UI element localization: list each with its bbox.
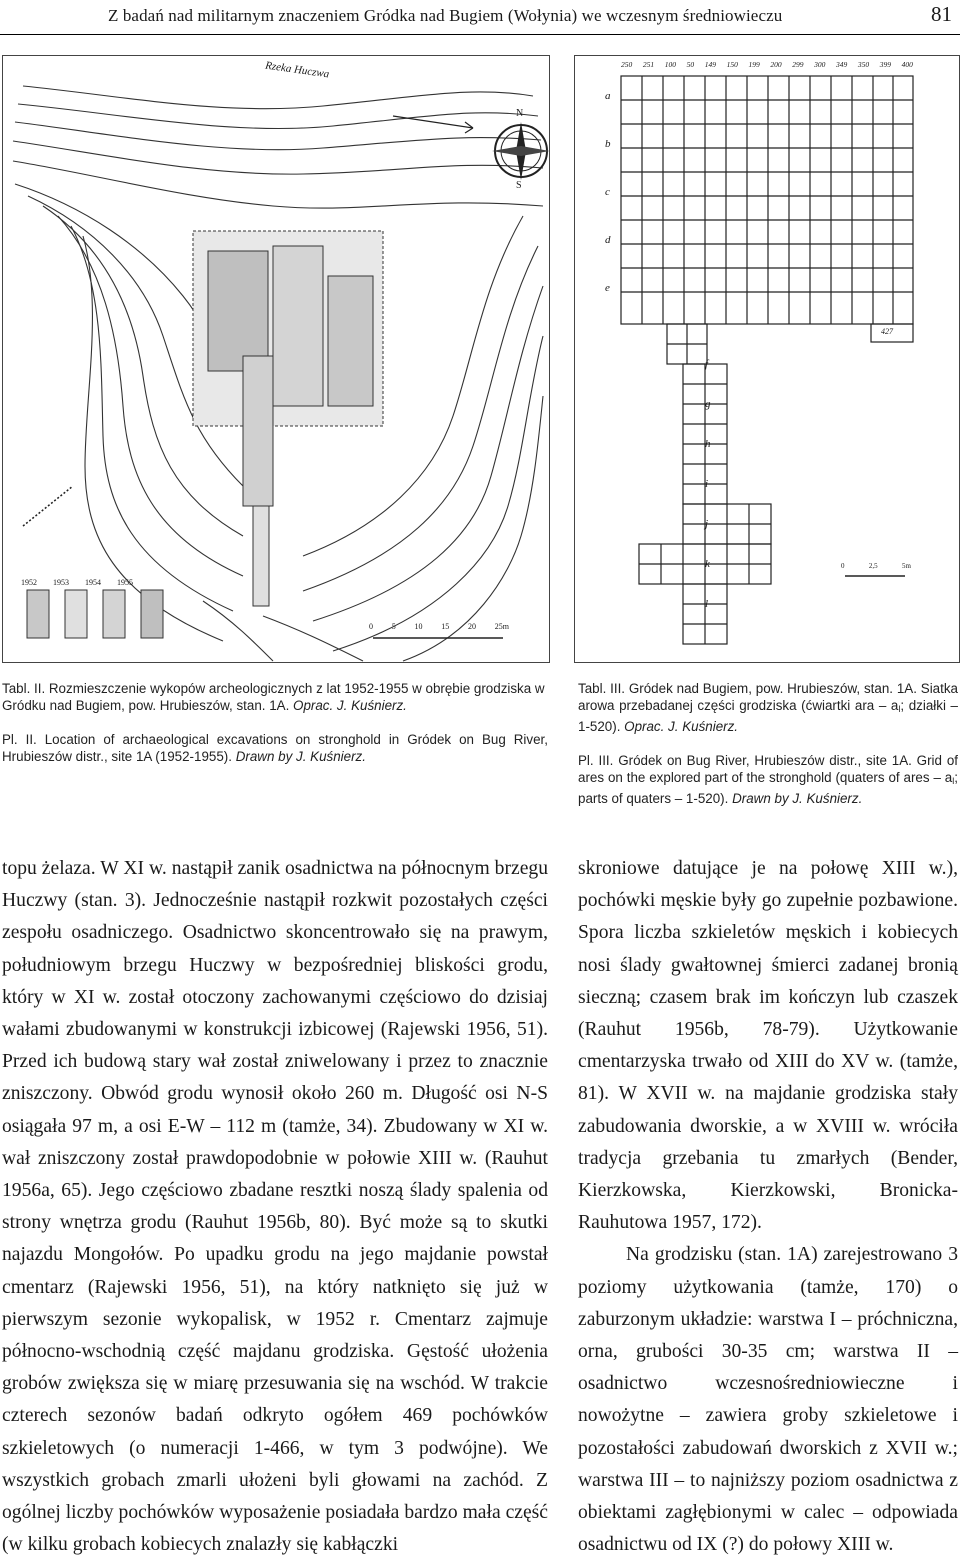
caption-polish-end: ; działki – 1-520). (578, 698, 958, 734)
compass-s-label: S (516, 180, 522, 191)
caption-subscript: l (952, 776, 955, 786)
row-label: d (605, 234, 611, 246)
row-label: e (605, 282, 610, 294)
contour-map-svg (3, 56, 549, 662)
compass-rose (492, 122, 549, 180)
grid-lower-labels (705, 344, 725, 624)
caption-english: Pl. III. Gródek on Bug River, Hrubieszów distr., site 1A. Grid of ares on the explored part of the stronghold (quaters of ares – a (578, 753, 958, 785)
page-header (0, 0, 960, 36)
figure-caption-left (2, 680, 548, 765)
year-label: 1953 (53, 578, 69, 587)
row-label: j (705, 518, 709, 530)
grid-number: 199 (748, 60, 760, 69)
row-label: k (705, 558, 710, 570)
row-label: i (705, 478, 709, 490)
grid-number: 299 (792, 60, 804, 69)
caption-credit: Drawn by J. Kuśnierz. (235, 749, 366, 764)
caption-english-end: ; parts of quaters – 1-520). (578, 770, 958, 806)
grid-plan-svg (575, 56, 959, 662)
row-label: f (705, 358, 709, 370)
figure-excavation-map (2, 55, 550, 663)
caption-subscript: l (898, 704, 901, 714)
scale-tick: 2,5 (868, 562, 878, 570)
scale-tick: 25m (494, 622, 509, 631)
compass-n-label: N (516, 108, 524, 119)
year-label: 1954 (85, 578, 101, 587)
grid-cell-427: 427 (881, 327, 893, 336)
grid-number: 150 (726, 60, 738, 69)
scale-tick: 10 (414, 622, 423, 631)
grid-number: 149 (704, 60, 716, 69)
caption-credit: Oprac. J. Kuśnierz. (624, 719, 739, 734)
figure-grid-plan (574, 55, 960, 663)
scale-bar-labels (369, 622, 509, 631)
grid-number: 50 (686, 60, 695, 69)
grid-number: 400 (901, 60, 913, 69)
grid-number: 250 (621, 60, 633, 69)
caption-credit: Drawn by J. Kuśnierz. (732, 791, 863, 806)
grid-number: 350 (857, 60, 870, 69)
row-label: l (705, 598, 709, 610)
row-label: g (705, 398, 711, 410)
page-number: 81 (931, 2, 952, 26)
scale-tick: 0 (369, 622, 373, 631)
grid-row-labels (605, 84, 617, 300)
scale-tick: 5m (902, 562, 911, 570)
scale-bar-labels (841, 562, 911, 570)
caption-polish: Tabl. III. Gródek nad Bugiem, pow. Hrubieszów, stan. 1A. Siatka arowa przebadanej części grodziska (ćwiartki ara – a (578, 681, 958, 713)
grid-number: 399 (879, 60, 891, 69)
river-label: Rzeka Huczwa (264, 59, 330, 81)
grid-number: 100 (664, 60, 676, 69)
body-paragraph: Na grodzisku (stan. 1A) zarejestrowano 3 poziomy użytkowania (tamże, 170) o zaburzonym układzie: warstwa I – próchniczna, orna, grubości 30-35 cm; warstwa II – osadnictwo wczesnośredniowieczne i nowożytne – zawiera groby szkieletowe i pozostałości zabudowań dworskich z XVII w.; warstwa III – to najniższy poziom osadnictwa z obiektami zagłębionymi w calec – odpowiada osadnictwu od IX (?) do połowy XIII w. (578, 1244, 958, 1556)
body-column-left (2, 853, 548, 1561)
scale-tick: 20 (468, 622, 476, 631)
grid-number: 251 (642, 60, 655, 69)
grid-number: 349 (836, 60, 848, 69)
row-label: c (605, 186, 610, 198)
caption-credit: Oprac. J. Kuśnierz. (293, 698, 407, 713)
body-paragraph: topu żelaza. W XI w. nastąpił zanik osadnictwa na północnym brzegu Huczwy (stan. 3). Jednocześnie nastąpił rozkwit pozostałych części zespołu osadniczego. Osadnictwo skoncentrowało się na prawym, południowym brzegu Huczwy w bezpośredniej bliskości grodu, który w XI w. został otoczony zachowanymi częściowo do dzisiaj wałami zbudowanymi w konstrukcji izbicowej (Rajewski 1956, 51). Przed ich budową stary wał został zniwelowany i przez to znacznie zniszczony. Obwód grodu wynosił około 260 m. Długość osi N-S osiągała 97 m, a osi E-W – 112 m (tamże, 34). Zbudowany w XI w. wał zniszczony został prawdopodobnie w połowie XIII w. (Rauhut 1956a, 65). Jego częściowo zbadane resztki noszą ślady spalenia od strony wnętrza grodu (Rauhut 1956b, 80). Być może są to skutki najazdu Mongołów. Po upadku grodu na jego majdanie powstał cmentarz (Rajewski 1956, 51), na który natknięto się już w pierwszym sezonie wykopalisk, w 1952 r. Cmentarz zajmuje północno-wschodnią część majdanu grodziska. Gęstość ułożenia grobów zwiększa się w miarę przesuwania się na wschód. W trakcie czterech sezonów badań odkryto ogółem 469 pochówków szkieletowych (o numeracji 1-466, w tym 3 podwójne). We wszystkich grobach zmarli ułożeni byli głowami na zachód. Z ogólnej liczby pochówków wyposażenie posiadała bardzo mała część (w kilku grobach kobiecych znalazły się kabłączki (2, 858, 548, 1556)
year-labels (21, 578, 181, 587)
grid-top-row (621, 60, 913, 69)
scale-tick: 15 (441, 622, 450, 631)
year-label: 1955 (117, 578, 133, 587)
grid-cells (621, 76, 913, 644)
year-legend (27, 590, 163, 638)
row-label: b (605, 138, 611, 150)
header-rule (0, 34, 960, 35)
body-column-right (578, 853, 958, 1561)
row-label: h (705, 438, 711, 450)
caption-english: Pl. II. Location of archaeological excavations on stronghold in Gródek on Bug River, Hrubieszów distr., site 1A (1952-1955). (2, 732, 548, 764)
scale-tick: 0 (841, 562, 845, 570)
caption-polish: Tabl. II. Rozmieszczenie wykopów archeologicznych z lat 1952-1955 w obrębie grodziska w Gródku nad Bugiem, pow. Hrubieszów, stan. 1A. (2, 681, 545, 713)
body-paragraph: skroniowe datujące je na połowę XIII w.), pochówki męskie były go zupełnie pozbawione. Spora liczba szkieletów męskich i kobiecych nosi ślady gwałtownej śmierci zadanej bronią sieczną; czasem brak im kończyn lub czaszek (Rauhut 1956b, 78-79). Użytkowanie cmentarzyska trwało od XIII do XV w. (tamże, 81). W XVII w. na majdanie grodziska stały zabudowania dworskie, a w XVIII w. wróciła tradycja grzebania tu zmarłych (Bender, Kierzkowska, Kierzkowski, Bronicka-Rauhutowa 1957, 172). (578, 858, 958, 1234)
scale-tick: 5 (391, 622, 396, 631)
grid-number: 200 (770, 60, 782, 69)
year-label: 1952 (21, 578, 37, 587)
row-label: a (605, 90, 611, 102)
running-title: Z badań nad militarnym znaczeniem Gródka nad Bugiem (Wołynia) we wczesnym średniowieczu (108, 6, 783, 25)
figure-caption-right (578, 680, 958, 807)
grid-number: 300 (814, 60, 826, 69)
excavation-trenches (193, 231, 383, 606)
